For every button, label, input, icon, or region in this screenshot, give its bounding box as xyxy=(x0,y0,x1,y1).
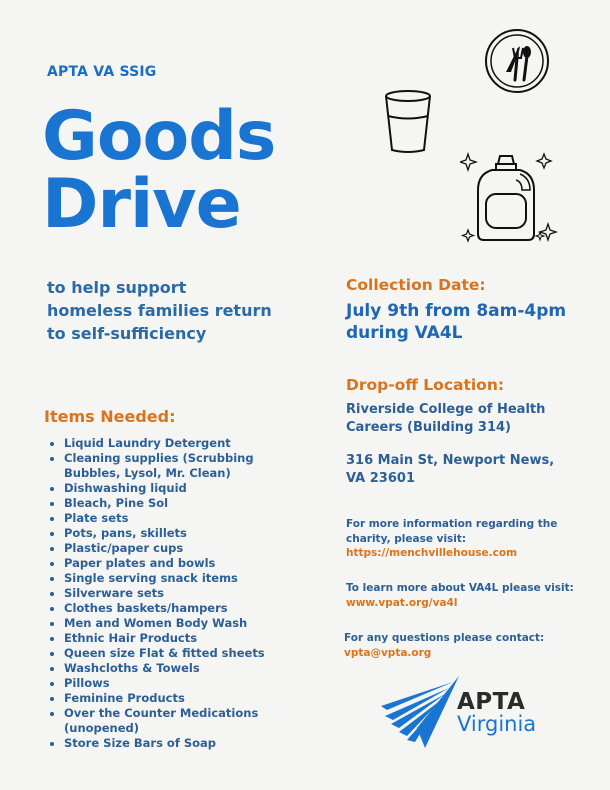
charity-info xyxy=(346,517,586,561)
list-item: • Plate sets xyxy=(64,511,294,526)
title-line-2: Drive xyxy=(42,165,241,244)
list-item: • Pots, pans, skillets xyxy=(64,526,294,541)
list-item: • Single serving snack items xyxy=(64,571,294,586)
subtitle: to help support homeless families return to self-sufficiency xyxy=(47,278,272,343)
dropoff-address: 316 Main St, Newport News, VA 23601 xyxy=(346,453,555,486)
list-item: • Ethnic Hair Products xyxy=(64,631,294,646)
cup-icon xyxy=(382,88,434,156)
dropoff-place: Riverside College of Health Careers (Building 314) xyxy=(346,402,546,435)
collection-date: July 9th from 8am-4pm during VA4L xyxy=(346,301,567,343)
contact-email-link[interactable]: vpta@vpta.org xyxy=(344,646,432,659)
list-item: • Feminine Products xyxy=(64,691,294,706)
list-item: • Dishwashing liquid xyxy=(64,481,294,496)
list-item: • Over the Counter Medications (unopened) xyxy=(64,706,294,736)
sparkle-icon xyxy=(460,154,476,170)
charity-link[interactable]: https://menchvillehouse.com xyxy=(346,547,518,559)
va4l-info xyxy=(346,581,586,610)
list-item: • Pillows xyxy=(64,676,294,691)
list-item: • Silverware sets xyxy=(64,586,294,601)
charity-info-text: For more information regarding the charity, please visit: xyxy=(346,518,558,545)
list-item: • Bleach, Pine Sol xyxy=(64,496,294,511)
va4l-link[interactable]: www.vpat.org/va4l xyxy=(346,596,458,609)
page-title xyxy=(42,97,276,244)
list-item: • Store Size Bars of Soap xyxy=(64,736,294,751)
logo-virginia-text: Virginia xyxy=(457,712,537,736)
utensils-icon xyxy=(484,28,550,94)
contact-info-text: For any questions please contact: xyxy=(344,632,545,644)
dropoff-heading: Drop-off Location: xyxy=(346,376,505,394)
list-item: • Plastic/paper cups xyxy=(64,541,294,556)
list-item: • Men and Women Body Wash xyxy=(64,616,294,631)
items-list xyxy=(47,436,294,751)
contact-info xyxy=(344,631,584,660)
list-item: • Liquid Laundry Detergent xyxy=(64,436,294,451)
list-item: • Cleaning supplies (Scrubbing Bubbles, Lysol, Mr. Clean) xyxy=(64,451,294,481)
list-item: • Queen size Flat & fitted sheets xyxy=(64,646,294,661)
detergent-bottle-icon xyxy=(460,150,560,245)
logo-mark-icon xyxy=(377,676,461,752)
organization-label: APTA VA SSIG xyxy=(47,64,157,80)
apta-virginia-logo xyxy=(377,672,547,752)
list-item: • Clothes baskets/hampers xyxy=(64,601,294,616)
items-heading: Items Needed: xyxy=(44,407,176,426)
list-item: • Washcloths & Towels xyxy=(64,661,294,676)
logo-apta-text: APTA xyxy=(457,689,526,715)
collection-heading: Collection Date: xyxy=(346,276,486,294)
list-item: • Paper plates and bowls xyxy=(64,556,294,571)
va4l-info-text: To learn more about VA4L please visit: xyxy=(346,582,574,594)
title-line-1: Goods xyxy=(42,97,276,176)
